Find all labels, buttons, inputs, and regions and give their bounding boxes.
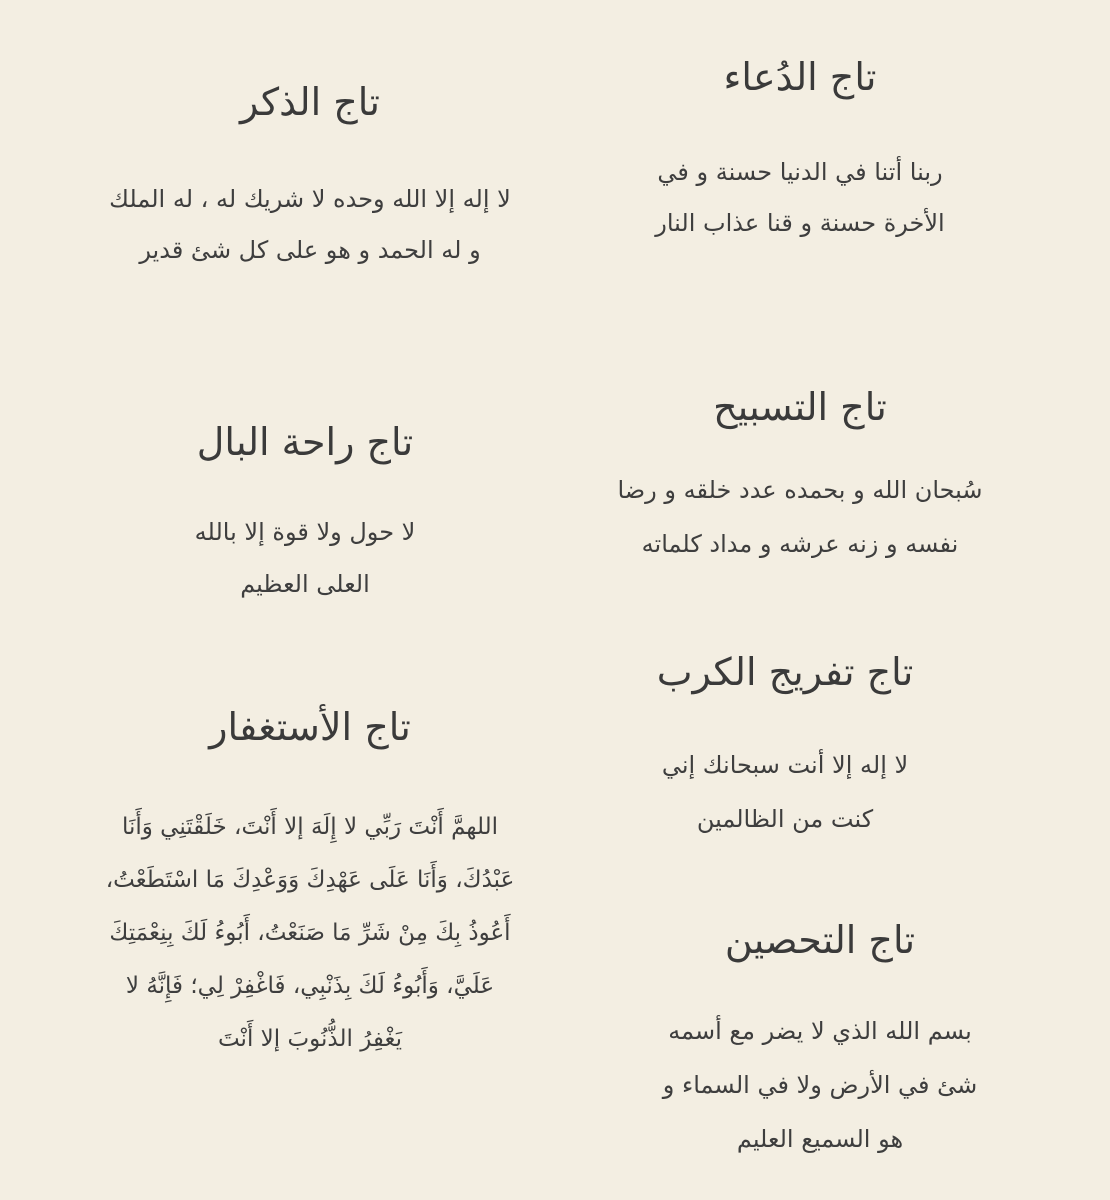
text-line: لا إله إلا الله وحده لا شريك له ، له الملك [109,184,511,213]
section-rahat-al-bal [160,420,450,610]
text-line: العلى العظيم [240,569,370,598]
text-line: ربنا أتنا في الدنيا حسنة و في [657,157,943,186]
section-tafrij-al-karb [620,650,950,846]
section-text [160,506,450,610]
text-line: نفسه و زنه عرشه و مداد كلماته [641,529,959,558]
text-line: شئ في الأرض ولا في السماء و [662,1070,978,1099]
section-dhikr [60,80,560,276]
text-line: سُبحان الله و بحمده عدد خلقه و رضا [617,475,983,504]
text-line: لا إله إلا أنت سبحانك إني [661,750,909,779]
section-text [560,463,1040,571]
section-title: تاج تفريج الكرب [656,650,914,694]
text-line: الأخرة حسنة و قنا عذاب النار [655,208,945,237]
section-text [600,1004,1040,1166]
section-title: تاج التحصين [724,918,916,962]
section-tahseen [600,918,1040,1166]
section-istighfar [50,705,570,1066]
text-line: أَعُوذُ بِكَ مِنْ شَرِّ مَا صَنَعْتُ، أَبُوءُ لَكَ بِنِعْمَتِكَ [109,919,511,946]
section-title: تاج الأستغفار [209,705,411,749]
text-line: عَلَيَّ، وَأَبُوءُ لَكَ بِذَنْبِي، فَاغْفِرْ لِي؛ فَإِنَّهُ لا [125,972,495,999]
text-line: بسم الله الذي لا يضر مع أسمه [668,1016,972,1045]
section-tasbih [560,385,1040,571]
text-line: اللهمَّ أَنْتَ رَبِّي لا إِلَهَ إلا أَنْتَ، خَلَقْتَنِي وَأَنَا [121,813,499,840]
section-title: تاج راحة البال [196,420,414,464]
text-line: لا حول ولا قوة إلا بالله [194,517,416,546]
section-text [600,147,1000,249]
text-line: يَغْفِرُ الذُّنُوبَ إلا أَنْتَ [217,1025,403,1052]
text-line: عَبْدُكَ، وَأَنَا عَلَى عَهْدِكَ وَوَعْدِكَ مَا اسْتَطَعْتُ، [105,866,515,893]
text-line: و له الحمد و هو على كل شئ قدير [139,235,481,264]
text-line: هو السميع العليم [736,1124,904,1153]
section-title: تاج الدُعاء [723,55,877,99]
section-title: تاج التسبيح [713,385,887,429]
text-line: كنت من الظالمين [696,804,874,833]
section-title: تاج الذكر [240,80,380,124]
section-text [60,174,560,276]
section-text [620,738,950,846]
section-dua [600,55,1000,249]
section-text [50,801,570,1066]
